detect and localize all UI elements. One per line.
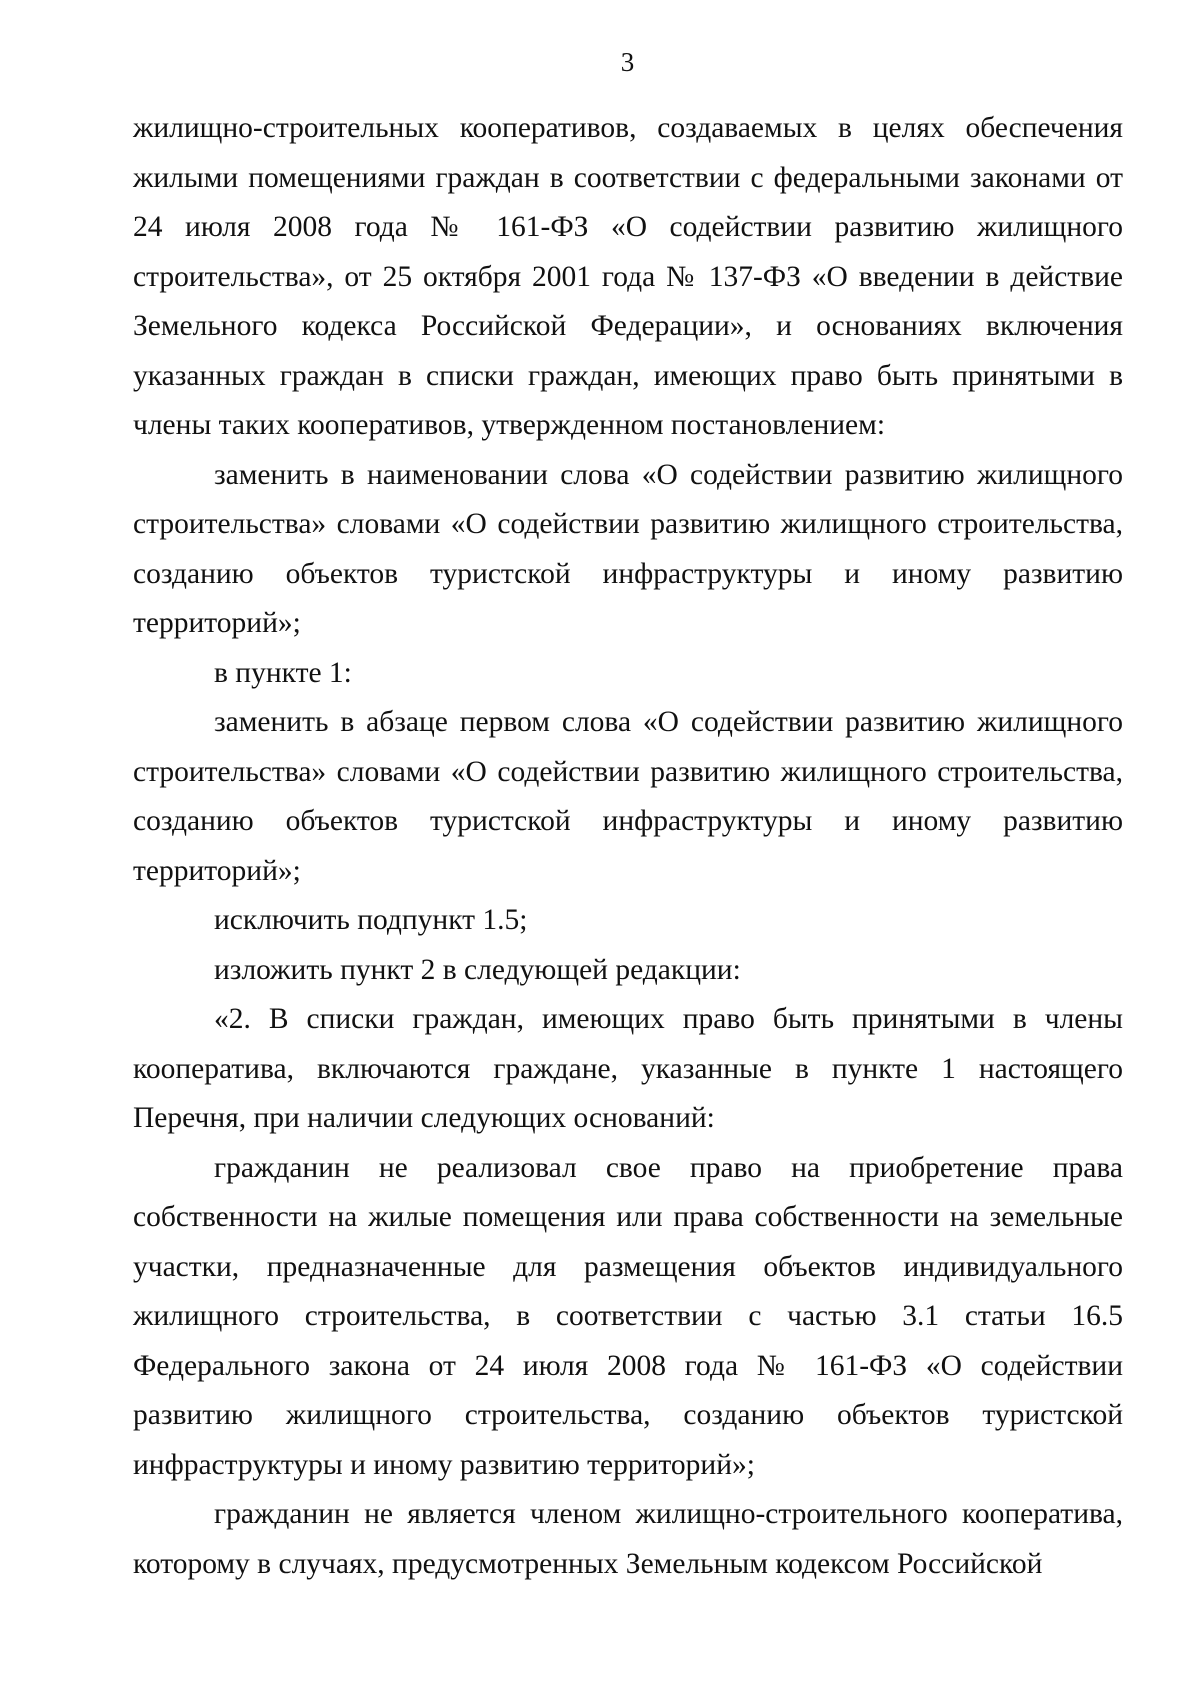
document-body — [133, 104, 1123, 1589]
paragraph-5: исключить подпункт 1.5; — [214, 904, 528, 936]
paragraph-3: в пункте 1: — [214, 656, 352, 689]
paragraph-6: изложить пункт 2 в следующей редакции: — [214, 953, 741, 986]
paragraph-8: гражданин не реализовал свое право на приобретение права собственности на жилые помещения или права собственности на земельные участки, предназначенные для размещения объектов индивидуального жилищного строительства, в соответствии с частью 3.1 статьи 16.5 Федерального закона от 24 июля 2008 года № 161-ФЗ «О содействии развитию жилищного строительства, созданию объектов туристской инфраструктуры и иному развитию территорий»; — [133, 1151, 1123, 1481]
paragraph-2: заменить в наименовании слова «О содействии развитию жилищного строительства» словами «О содействии развитию жилищного строительства, созданию объектов туристской инфраструктуры и иному развитию территорий»; — [133, 458, 1123, 639]
paragraph-9: гражданин не является членом жилищно-строительного кооператива, которому в случаях, предусмотренных Земельным кодексом Российской — [133, 1498, 1123, 1580]
paragraph-1: жилищно-строительных кооперативов, создаваемых в целях обеспечения жилыми помещениями граждан в соответствии с федеральными законами от 24 июля 2008 года № 161-ФЗ «О содействии развитию жилищного строительства», от 25 октября 2001 года № 137-ФЗ «О введении в действие Земельного кодекса Российской Федерации», и основаниях включения указанных граждан в списки граждан, имеющих право быть принятыми в члены таких кооперативов, утвержденном постановлением: — [133, 112, 1123, 441]
paragraph-4: заменить в абзаце первом слова «О содействии развитию жилищного строительства» словами «О содействии развитию жилищного строительства, созданию объектов туристской инфраструктуры и иному развитию территорий»; — [133, 706, 1123, 887]
page-number: 3 — [620, 47, 635, 77]
paragraph-7: «2. В списки граждан, имеющих право быть принятыми в члены кооператива, включаются граждане, указанные в пункте 1 настоящего Перечня, при наличии следующих оснований: — [133, 1003, 1123, 1134]
